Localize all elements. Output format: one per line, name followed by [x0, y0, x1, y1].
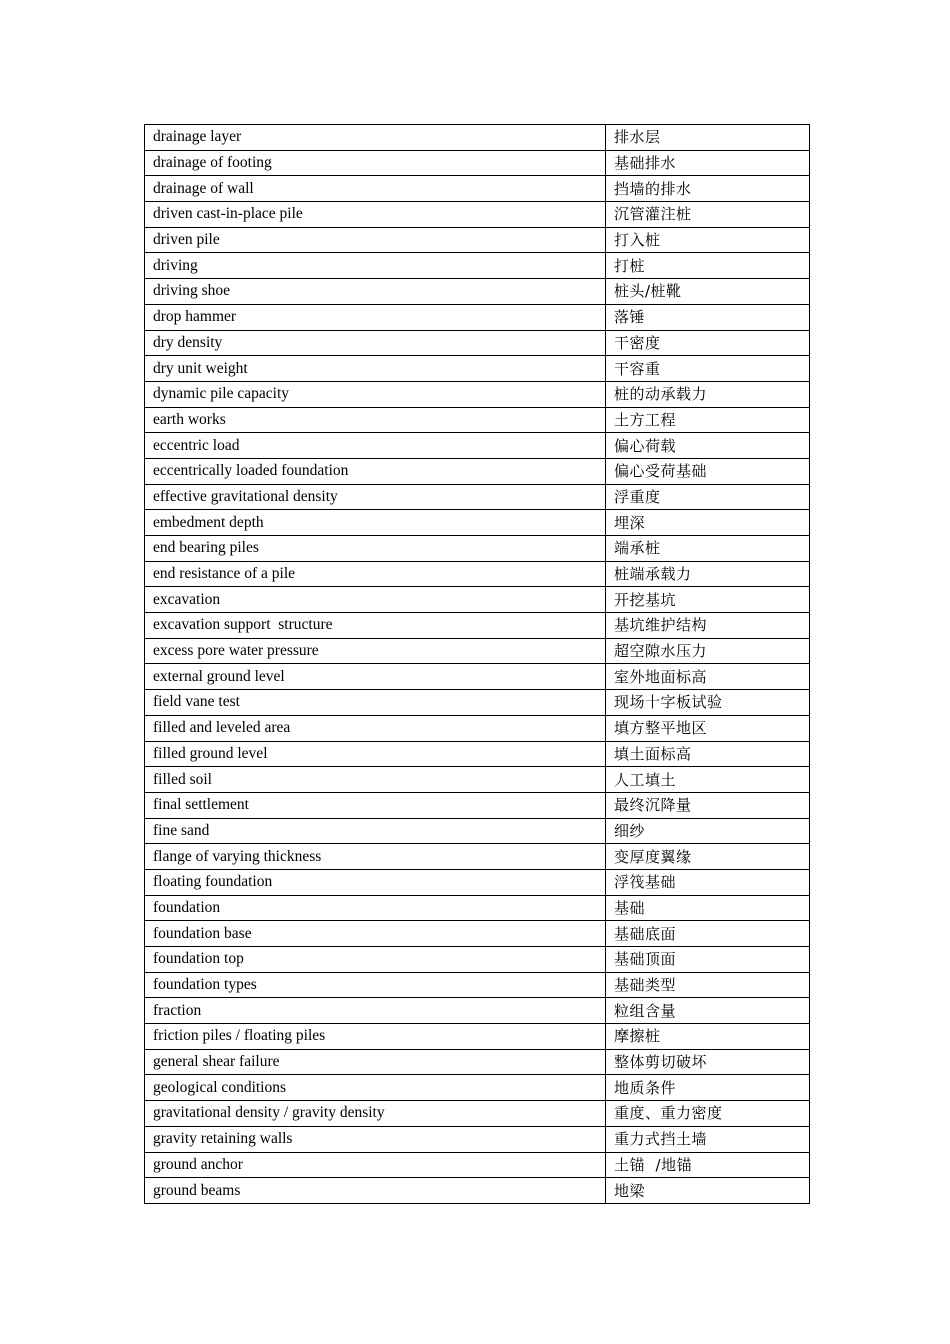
table-row — [145, 433, 810, 459]
chinese-term-cell: 土方工程 — [606, 407, 810, 433]
chinese-term-cell: 人工填土 — [606, 767, 810, 793]
english-term-cell: foundation — [145, 895, 606, 921]
table-row — [145, 1049, 810, 1075]
english-term-cell: drainage layer — [145, 125, 606, 151]
table-row — [145, 1152, 810, 1178]
chinese-term-cell: 桩头/桩靴 — [606, 279, 810, 305]
english-term-cell: gravitational density / gravity density — [145, 1101, 606, 1127]
chinese-term-cell: 基础排水 — [606, 150, 810, 176]
table-row — [145, 304, 810, 330]
english-term-cell: foundation base — [145, 921, 606, 947]
table-row — [145, 536, 810, 562]
english-term-cell: excavation — [145, 587, 606, 613]
chinese-term-cell: 落锤 — [606, 304, 810, 330]
english-term-cell: ground anchor — [145, 1152, 606, 1178]
table-row — [145, 150, 810, 176]
english-term-cell: excavation support structure — [145, 613, 606, 639]
chinese-term-cell: 室外地面标高 — [606, 664, 810, 690]
table-row — [145, 998, 810, 1024]
table-row — [145, 330, 810, 356]
chinese-term-cell: 地梁 — [606, 1178, 810, 1204]
chinese-term-cell: 挡墙的排水 — [606, 176, 810, 202]
chinese-term-cell: 粒组含量 — [606, 998, 810, 1024]
table-row — [145, 458, 810, 484]
chinese-term-cell: 开挖基坑 — [606, 587, 810, 613]
english-term-cell: drainage of footing — [145, 150, 606, 176]
table-row — [145, 1101, 810, 1127]
glossary-table-body — [145, 125, 810, 1204]
english-term-cell: driven cast-in-place pile — [145, 202, 606, 228]
table-row — [145, 947, 810, 973]
chinese-term-cell: 超空隙水压力 — [606, 638, 810, 664]
chinese-term-cell: 桩端承载力 — [606, 561, 810, 587]
chinese-term-cell: 基础类型 — [606, 972, 810, 998]
table-row — [145, 176, 810, 202]
english-term-cell: gravity retaining walls — [145, 1126, 606, 1152]
english-term-cell: driving — [145, 253, 606, 279]
chinese-term-cell: 重力式挡土墙 — [606, 1126, 810, 1152]
chinese-term-cell: 偏心荷载 — [606, 433, 810, 459]
chinese-term-cell: 基础底面 — [606, 921, 810, 947]
table-row — [145, 202, 810, 228]
chinese-term-cell: 打桩 — [606, 253, 810, 279]
chinese-term-cell: 整体剪切破坏 — [606, 1049, 810, 1075]
english-term-cell: filled ground level — [145, 741, 606, 767]
chinese-term-cell: 埋深 — [606, 510, 810, 536]
table-row — [145, 279, 810, 305]
english-term-cell: dynamic pile capacity — [145, 381, 606, 407]
chinese-term-cell: 重度、重力密度 — [606, 1101, 810, 1127]
english-term-cell: friction piles / floating piles — [145, 1024, 606, 1050]
chinese-term-cell: 地质条件 — [606, 1075, 810, 1101]
chinese-term-cell: 变厚度翼缘 — [606, 844, 810, 870]
chinese-term-cell: 桩的动承载力 — [606, 381, 810, 407]
table-row — [145, 484, 810, 510]
english-term-cell: foundation types — [145, 972, 606, 998]
chinese-term-cell: 填土面标高 — [606, 741, 810, 767]
english-term-cell: driven pile — [145, 227, 606, 253]
table-row — [145, 1024, 810, 1050]
chinese-term-cell: 浮重度 — [606, 484, 810, 510]
chinese-term-cell: 细纱 — [606, 818, 810, 844]
glossary-table — [144, 124, 810, 1204]
table-row — [145, 561, 810, 587]
table-row — [145, 664, 810, 690]
chinese-term-cell: 干容重 — [606, 356, 810, 382]
chinese-term-cell: 沉管灌注桩 — [606, 202, 810, 228]
english-term-cell: final settlement — [145, 792, 606, 818]
english-term-cell: earth works — [145, 407, 606, 433]
chinese-term-cell: 基础顶面 — [606, 947, 810, 973]
table-row — [145, 1178, 810, 1204]
table-row — [145, 1126, 810, 1152]
table-row — [145, 972, 810, 998]
english-term-cell: geological conditions — [145, 1075, 606, 1101]
chinese-term-cell: 端承桩 — [606, 536, 810, 562]
chinese-term-cell: 基础 — [606, 895, 810, 921]
english-term-cell: general shear failure — [145, 1049, 606, 1075]
english-term-cell: fraction — [145, 998, 606, 1024]
english-term-cell: filled soil — [145, 767, 606, 793]
english-term-cell: driving shoe — [145, 279, 606, 305]
english-term-cell: end bearing piles — [145, 536, 606, 562]
table-row — [145, 844, 810, 870]
table-row — [145, 767, 810, 793]
english-term-cell: eccentric load — [145, 433, 606, 459]
english-term-cell: ground beams — [145, 1178, 606, 1204]
english-term-cell: fine sand — [145, 818, 606, 844]
table-row — [145, 227, 810, 253]
table-row — [145, 381, 810, 407]
english-term-cell: flange of varying thickness — [145, 844, 606, 870]
english-term-cell: dry density — [145, 330, 606, 356]
english-term-cell: foundation top — [145, 947, 606, 973]
english-term-cell: filled and leveled area — [145, 715, 606, 741]
chinese-term-cell: 打入桩 — [606, 227, 810, 253]
chinese-term-cell: 偏心受荷基础 — [606, 458, 810, 484]
table-row — [145, 818, 810, 844]
english-term-cell: field vane test — [145, 690, 606, 716]
chinese-term-cell: 土锚 /地锚 — [606, 1152, 810, 1178]
table-row — [145, 587, 810, 613]
chinese-term-cell: 填方整平地区 — [606, 715, 810, 741]
table-row — [145, 715, 810, 741]
table-row — [145, 356, 810, 382]
chinese-term-cell: 摩擦桩 — [606, 1024, 810, 1050]
english-term-cell: dry unit weight — [145, 356, 606, 382]
english-term-cell: eccentrically loaded foundation — [145, 458, 606, 484]
table-row — [145, 792, 810, 818]
chinese-term-cell: 浮筏基础 — [606, 869, 810, 895]
table-row — [145, 125, 810, 151]
chinese-term-cell: 现场十字板试验 — [606, 690, 810, 716]
table-row — [145, 407, 810, 433]
chinese-term-cell: 排水层 — [606, 125, 810, 151]
table-row — [145, 613, 810, 639]
chinese-term-cell: 干密度 — [606, 330, 810, 356]
english-term-cell: effective gravitational density — [145, 484, 606, 510]
english-term-cell: excess pore water pressure — [145, 638, 606, 664]
table-row — [145, 895, 810, 921]
english-term-cell: drainage of wall — [145, 176, 606, 202]
english-term-cell: end resistance of a pile — [145, 561, 606, 587]
table-row — [145, 741, 810, 767]
chinese-term-cell: 基坑维护结构 — [606, 613, 810, 639]
english-term-cell: drop hammer — [145, 304, 606, 330]
chinese-term-cell: 最终沉降量 — [606, 792, 810, 818]
table-row — [145, 921, 810, 947]
table-row — [145, 510, 810, 536]
table-row — [145, 253, 810, 279]
english-term-cell: floating foundation — [145, 869, 606, 895]
english-term-cell: external ground level — [145, 664, 606, 690]
table-row — [145, 638, 810, 664]
english-term-cell: embedment depth — [145, 510, 606, 536]
table-row — [145, 869, 810, 895]
table-row — [145, 1075, 810, 1101]
table-row — [145, 690, 810, 716]
